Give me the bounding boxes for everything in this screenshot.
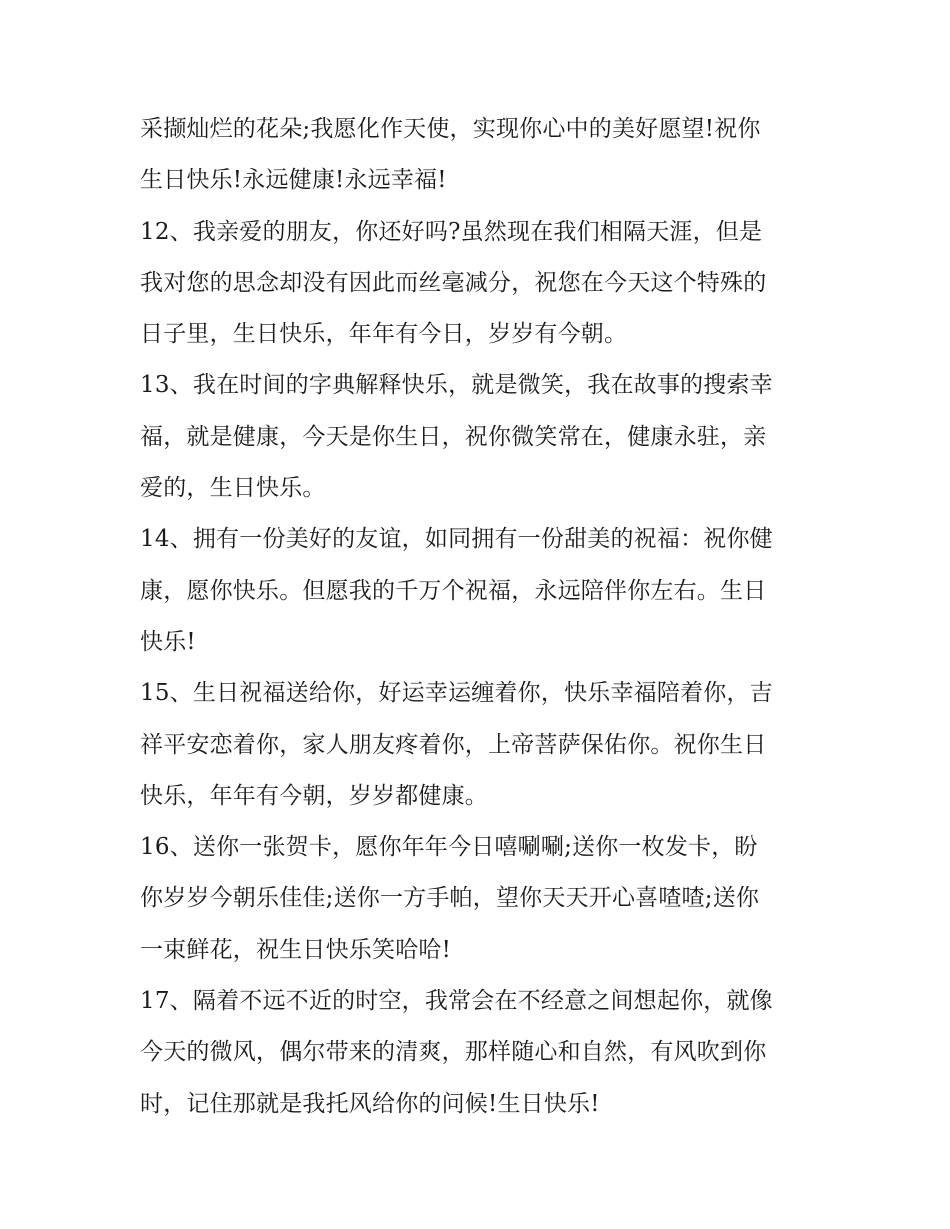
text-line: 16、送你一张贺卡，愿你年年今日嘻唰唰;送你一枚发卡，盼 [140,834,758,861]
text-line: 爱的，生日快乐。 [140,475,326,502]
text-line: 快乐! [140,628,196,655]
text-line: 我对您的思念却没有因此而丝毫减分，祝您在今天这个特殊的 [140,269,767,296]
text-line: 快乐，年年有今朝，岁岁都健康。 [140,782,488,809]
text-line: 12、我亲爱的朋友，你还好吗?虽然现在我们相隔天涯，但是 [140,218,763,245]
text-line: 你岁岁今朝乐佳佳;送你一方手帕，望你天天开心喜喳喳;送你 [140,885,760,912]
text-line: 康，愿你快乐。但愿我的千万个祝福，永远陪伴你左右。生日 [140,577,767,604]
text-line: 福，就是健康，今天是你生日，祝你微笑常在，健康永驻，亲 [140,423,767,450]
text-line: 一束鲜花，祝生日快乐笑哈哈! [140,936,452,963]
text-line: 生日快乐!永远健康!永远幸福! [140,167,447,194]
body-text [140,104,820,1130]
text-line: 14、拥有一份美好的友谊，如同拥有一份甜美的祝福：祝你健 [140,526,773,553]
text-line: 祥平安恋着你，家人朋友疼着你，上帝菩萨保佑你。祝你生日 [140,731,767,758]
text-line: 时，记住那就是我托风给你的问候!生日快乐! [140,1090,600,1117]
text-line: 采撷灿烂的花朵;我愿化作天使，实现你心中的美好愿望!祝你 [140,116,761,142]
text-line: 今天的微风，偶尔带来的清爽，那样随心和自然，有风吹到你 [140,1039,767,1066]
text-line: 15、生日祝福送给你，好运幸运缠着你，快乐幸福陪着你，吉 [140,680,773,707]
text-line: 日子里，生日快乐，年年有今日，岁岁有今朝。 [140,321,628,348]
text-line: 17、隔着不远不近的时空，我常会在不经意之间想起你，就像 [140,988,773,1015]
text-line: 13、我在时间的字典解释快乐，就是微笑，我在故事的搜索幸 [140,372,773,399]
